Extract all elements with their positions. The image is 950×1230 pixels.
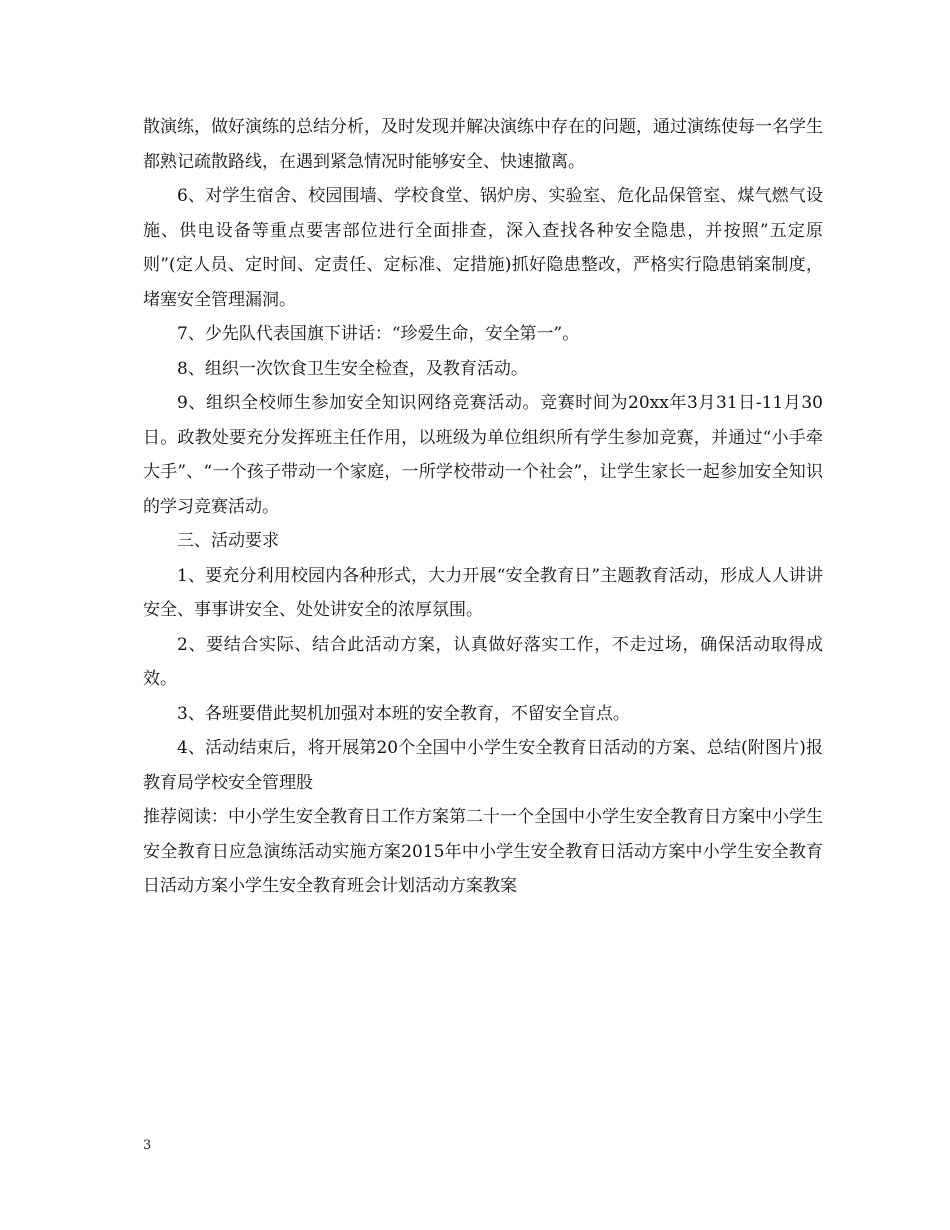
paragraph-requirement-1: 1、要充分利用校园内各种形式，大力开展“安全教育日”主题教育活动，形成人人讲讲安全、事事讲安全、处处讲安全的浓厚氛围。 bbox=[143, 565, 823, 620]
page-number: 3 bbox=[143, 1138, 152, 1153]
section-heading-requirements: 三、活动要求 bbox=[177, 531, 279, 551]
paragraph-evacuation-drill: 散演练，做好演练的总结分析，及时发现并解决演练中存在的问题，通过演练使每一名学生都熟记疏散路线，在遇到紧急情况时能够安全、快速撤离。 bbox=[143, 117, 823, 172]
paragraph-requirement-3: 3、各班要借此契机加强对本班的安全教育，不留安全盲点。 bbox=[177, 703, 630, 724]
paragraph-requirement-4: 4、活动结束后，将开展第20个全国中小学生安全教育日活动的方案、总结(附图片)报教育局学校安全管理股 bbox=[143, 738, 823, 793]
paragraph-item-8: 8、组织一次饮食卫生安全检查，及教育活动。 bbox=[177, 358, 528, 379]
paragraph-item-7: 7、少先队代表国旗下讲话：“珍爱生命，安全第一”。 bbox=[177, 324, 580, 344]
paragraph-item-9: 9、组织全校师生参加安全知识网络竞赛活动。竞赛时间为20xx年3月31日-11月30日。政教处要充分发挥班主任作用，以班级为单位组织所有学生参加竞赛，并通过“小手牵大手”、“一个孩子带动一个家庭，一所学校带动一个社会”，让学生家长一起参加安全知识的学习竞赛活动。 bbox=[143, 393, 823, 517]
paragraph-requirement-2: 2、要结合实际、结合此活动方案，认真做好落实工作，不走过场，确保活动取得成效。 bbox=[143, 634, 823, 689]
document-body bbox=[143, 110, 823, 904]
recommended-reading: 推荐阅读：中小学生安全教育日工作方案第二十一个全国中小学生安全教育日方案中小学生安全教育日应急演练活动实施方案2015年中小学生安全教育日活动方案中小学生安全教育日活动方案小学生安全教育班会计划活动方案教案 bbox=[143, 807, 823, 896]
paragraph-item-6: 6、对学生宿舍、校园围墙、学校食堂、锅炉房、实验室、危化品保管室、煤气燃气设施、供电设备等重点要害部位进行全面排查，深入查找各种安全隐患，并按照”五定原则”(定人员、定时间、定责任、定标准、定措施)抓好隐患整改，严格实行隐患销案制度，堵塞安全管理漏洞。 bbox=[143, 186, 823, 310]
